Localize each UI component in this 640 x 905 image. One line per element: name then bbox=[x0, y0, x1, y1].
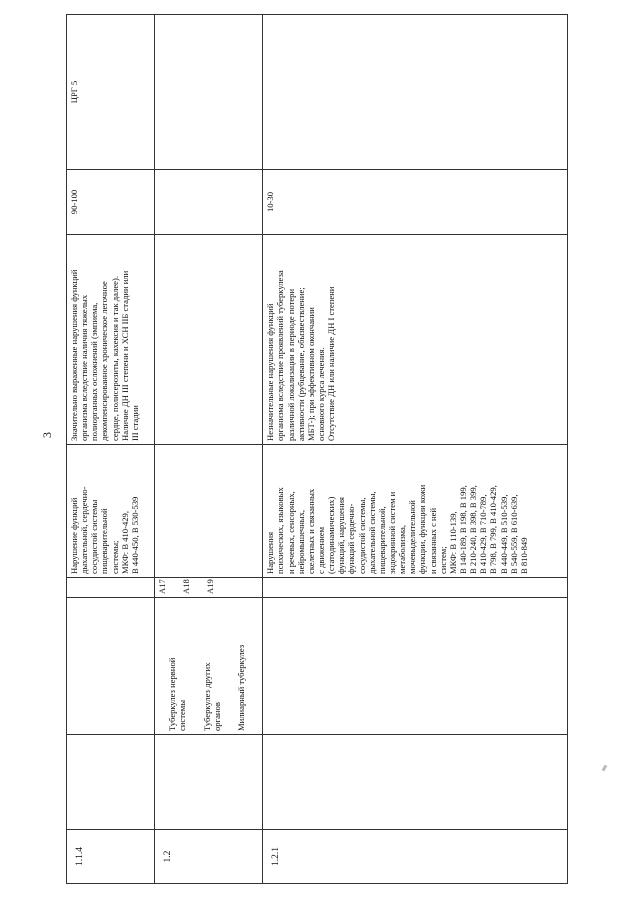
percentage-cell: 90-100 bbox=[67, 170, 155, 235]
percentage-cell: 10-30 bbox=[263, 170, 568, 235]
percentage-cell bbox=[155, 170, 263, 235]
function-impairment-cell: Нарушение функций дыхательной, сердечно- сосудистой системы пищеварительной системы; МКФ: B 410-429, B 440-450, B 530-539 bbox=[67, 445, 155, 578]
disease-name: Туберкулез нервной системы bbox=[167, 657, 188, 731]
row-code: 1.1.4 bbox=[67, 830, 155, 884]
function-impairment-cell: Нарушения психических, языковых и речевых, сенсорных, нейромышечных, скелетных и связанных с движением (статодинамических) функций, нарушения функций сердечно- сосудистой системы, дыхательной системы, пищеварительной, эндокринной систем и метаболизма, мочевыделительной функции, функции кожи и связанных с ней систем; МКФ: B 110-139, B 140-189, B 198, B 199, B 210-240, B 398, B 399, B 410-429, B 710-789, B 798, B 799, B 410-429, B 440-449, B 510-539, B 540-559, B 610-639, B 810-849 bbox=[263, 445, 568, 578]
disease-criteria-table bbox=[66, 14, 568, 884]
disease-name: Туберкулез других органов bbox=[201, 662, 222, 731]
disease-name-cell bbox=[67, 598, 155, 735]
empty-cell bbox=[155, 735, 263, 830]
group-cell bbox=[263, 15, 568, 170]
icd-code: A18 bbox=[181, 579, 192, 594]
severity-description-cell bbox=[155, 235, 263, 445]
table-row bbox=[67, 15, 155, 884]
table-row bbox=[155, 15, 263, 884]
group-cell bbox=[155, 15, 263, 170]
icd-code-cell bbox=[155, 578, 263, 598]
function-impairment-cell bbox=[155, 445, 263, 578]
disease-name-cell bbox=[263, 598, 568, 735]
rotated-table-sheet bbox=[66, 14, 568, 884]
severity-description-cell: Незначительные нарушения функций организма вследствие проявлений туберкулеза различной локализации в периоде потери активности (рубцевание, обызвествление; МБТ-); при эффективном окончании основного курса лечения. Отсутствие ДН или наличие ДН I степени bbox=[263, 235, 568, 445]
icd-code-cell bbox=[263, 578, 568, 598]
group-cell: ЦРГ 5 bbox=[67, 15, 155, 170]
row-code: 1.2 bbox=[155, 830, 263, 884]
empty-cell bbox=[67, 735, 155, 830]
icd-code: A17 bbox=[157, 579, 167, 594]
scan-speck bbox=[602, 765, 608, 772]
icd-code-cell bbox=[67, 578, 155, 598]
row-code: 1.2.1 bbox=[263, 830, 568, 884]
severity-description-cell: Значительно выраженные нарушения функций организма вследствие наличия тяжелых полиорганных осложнений (эмпиема, декомпенсированное хроническое легочное сердце, полисерозиты, кахексия и так далее). Наличие ДН III степени и ХСН IIБ стадии или III стадии bbox=[67, 235, 155, 445]
table-row bbox=[263, 15, 568, 884]
disease-name: Милиарный туберкулез bbox=[235, 644, 246, 731]
empty-cell bbox=[263, 735, 568, 830]
icd-code: A19 bbox=[205, 579, 216, 594]
page-number: 3 bbox=[40, 432, 54, 438]
disease-name-cell bbox=[155, 598, 263, 735]
